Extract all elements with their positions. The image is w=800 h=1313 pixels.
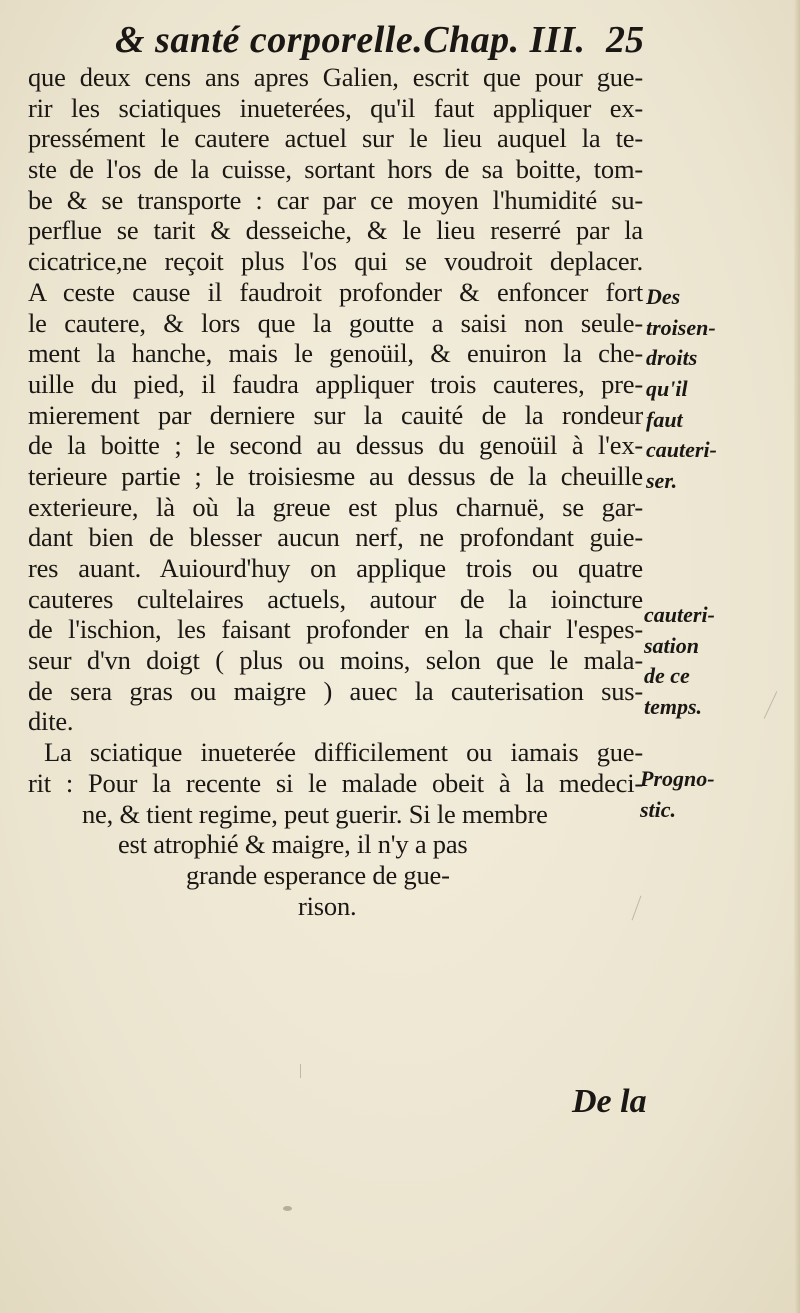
catchword: De la <box>572 1083 647 1120</box>
margin-note-prognostic <box>640 764 715 825</box>
margin-note-line: faut <box>646 406 683 432</box>
closing-line: ne, & tient regime, peut guerir. Si le membre <box>82 798 548 829</box>
page-edge <box>794 0 800 1313</box>
running-title: & santé corporelle.Chap. III. <box>115 19 586 61</box>
text-line: be & se transporte : car par ce moyen l'humidité su- <box>28 184 643 215</box>
text-line: de sera gras ou maigre ) auec la cauterisation sus- <box>28 675 643 706</box>
text-line: dant bien de blesser aucun nerf, ne profondant guie- <box>28 522 643 553</box>
margin-note-line: cauteri- <box>644 602 715 627</box>
text-line: que deux cens ans apres Galien, escrit que pour gue- <box>28 62 643 92</box>
page-number: 25 <box>606 19 644 61</box>
margin-note-cauteries <box>646 282 717 497</box>
text-line: ste de l'os de la cuisse, sortant hors de sa boitte, tom- <box>28 154 643 185</box>
closing-line: La sciatique inueterée difficilement ou iamais gue- <box>44 737 643 768</box>
paper-mark <box>300 1064 301 1078</box>
closing-line: rit : Pour la recente si le malade obeit à la medeci- <box>28 767 643 798</box>
main-text-block <box>28 62 643 921</box>
text-line: ment la hanche, mais le genoüil, & enuiron la che- <box>28 338 643 369</box>
margin-note-line: cauteri- <box>646 437 717 463</box>
paper-mark <box>764 691 778 719</box>
text-line: cauteres cultelaires actuels, autour de la ioincture <box>28 583 643 614</box>
text-line: dite. <box>28 706 74 737</box>
margin-note-line: troisen- <box>646 314 716 340</box>
text-line: mierement par derniere sur la cauité de la rondeur <box>28 399 643 430</box>
margin-note-line: sation <box>644 632 700 658</box>
margin-note-line: droits <box>646 345 698 371</box>
text-line: seur d'vn doigt ( plus ou moins, selon que le mala- <box>28 645 643 676</box>
margin-note-line: Progno- <box>640 766 715 791</box>
closing-line: est atrophié & maigre, il n'y a pas <box>118 829 468 860</box>
text-line: cicatrice,ne reçoit plus l'os qui se voudroit deplacer. <box>28 246 643 277</box>
closing-line: rison. <box>298 890 357 921</box>
margin-note-line: de ce <box>644 663 690 689</box>
closing-line: grande esperance de gue- <box>186 859 450 890</box>
margin-note-line: ser. <box>646 468 678 494</box>
text-line: uille du pied, il faudra appliquer trois cauteres, pre- <box>28 368 643 399</box>
text-line: pressément le cautere actuel sur le lieu auquel la te- <box>28 123 643 154</box>
text-line: de la boitte ; le second au dessus du genoüil à l'ex- <box>28 430 643 461</box>
ink-spot <box>283 1206 292 1211</box>
margin-note-cauterisation <box>644 600 715 723</box>
text-line: de l'ischion, les faisant profonder en la chair l'espes- <box>28 614 643 645</box>
text-line: exterieure, là où la greue est plus charnuë, se gar- <box>28 491 643 522</box>
margin-note-line: qu'il <box>646 376 688 402</box>
margin-note-line: Des <box>646 284 681 309</box>
margin-note-line: stic. <box>640 796 677 822</box>
text-line: rir les sciatiques inueterées, qu'il faut appliquer ex- <box>28 92 643 123</box>
text-line: le cautere, & lors que la goutte a saisi non seule- <box>28 307 643 338</box>
text-line: A ceste cause il faudroit profonder & enfoncer fort <box>28 276 643 307</box>
text-line: perflue se tarit & desseiche, & le lieu reserré par la <box>28 215 643 246</box>
text-line: terieure partie ; le troisiesme au dessus de la cheuille <box>28 460 643 491</box>
margin-note-line: temps. <box>644 694 703 720</box>
text-line: res auant. Auiourd'huy on applique trois ou quatre <box>28 553 643 583</box>
